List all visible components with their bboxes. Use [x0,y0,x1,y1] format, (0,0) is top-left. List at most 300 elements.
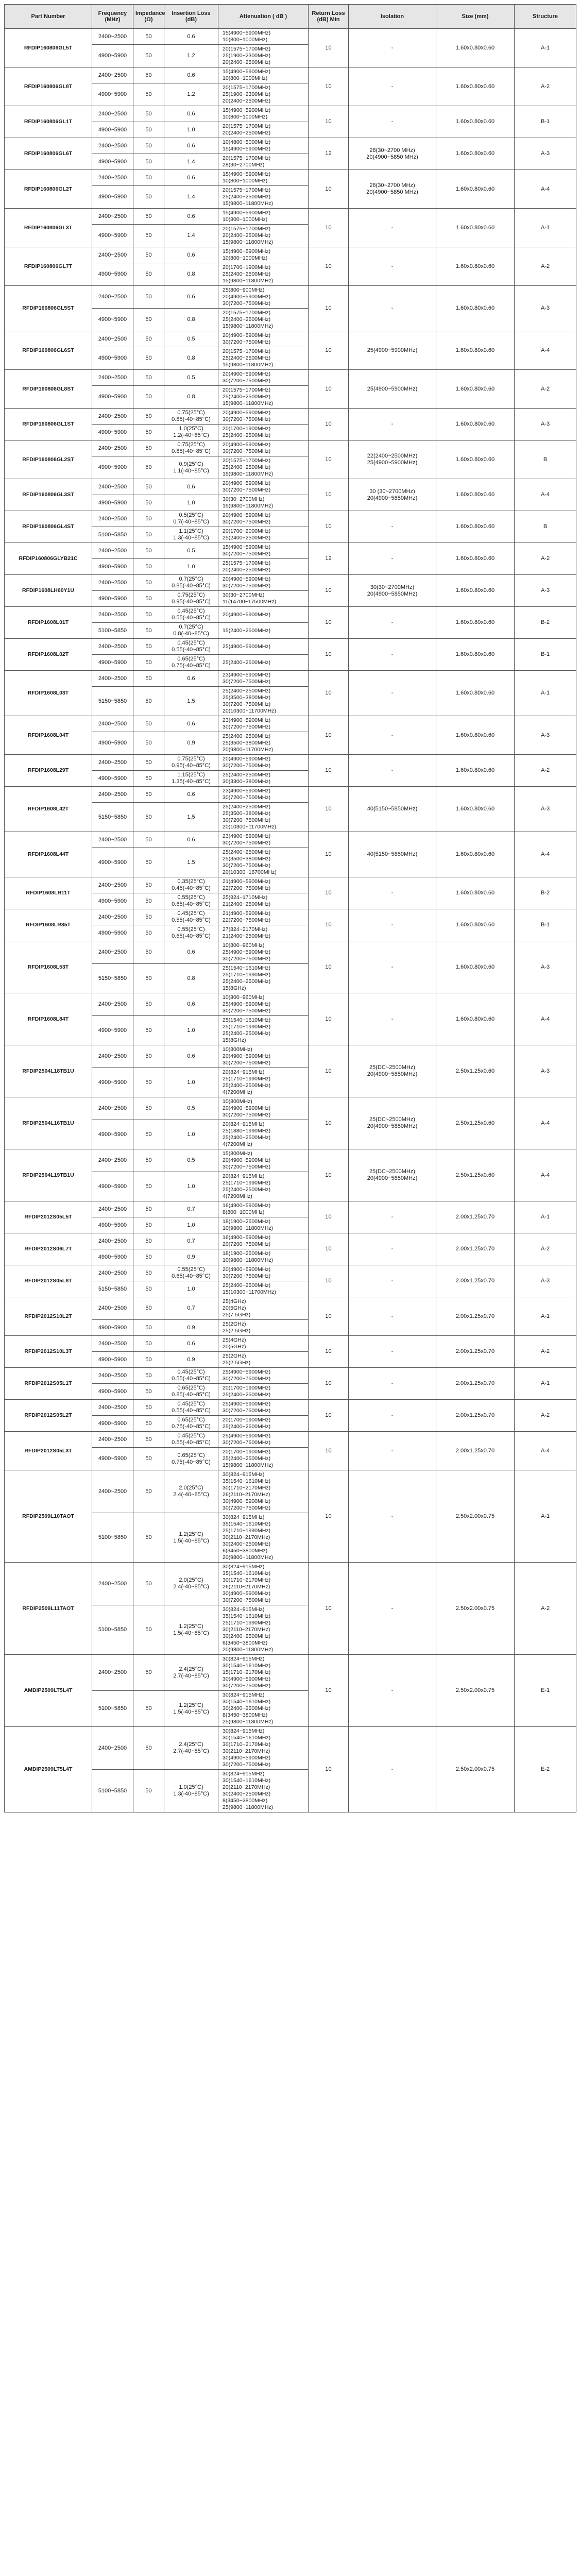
insertion-loss-cell: 0.75(25°C) 0.85(-40~85°C) [164,440,218,456]
part-number-cell: RFDIP160806GL6T [5,138,92,170]
frequency-cell: 2400~2500 [92,29,133,45]
table-row [5,1336,576,1352]
isolation-cell: - [349,941,436,993]
isolation-cell: 40(5150~5850MHz) [349,787,436,832]
insertion-loss-cell: 0.7 [164,1233,218,1249]
header-part-number: Part Number [5,5,92,29]
structure-cell: B-1 [515,639,576,671]
return-loss-cell: 10 [309,1368,349,1400]
structure-cell: A-3 [515,575,576,607]
insertion-loss-cell: 1.2(25°C) 1.5(-40~85°C) [164,1691,218,1727]
frequency-cell: 5100~5850 [92,527,133,543]
structure-cell: B-2 [515,877,576,909]
insertion-loss-cell: 0.75(25°C) 0.85(-40~85°C) [164,409,218,425]
size-cell: 2.50x1.25x0.60 [436,1045,515,1097]
frequency-cell: 2400~2500 [92,511,133,527]
table-row [5,755,576,771]
impedance-cell: 50 [133,771,164,787]
structure-cell: A-3 [515,941,576,993]
structure-cell: A-4 [515,1149,576,1201]
attenuation-cell: 20(4900~5900MHz) 30(7200~7500MHz) [218,479,309,495]
table-row [5,1655,576,1691]
attenuation-cell: 25(2400~2500MHz) 25(3500~3800MHz) 30(7200~7500MHz) 20(10300~11700MHz) [218,803,309,832]
impedance-cell: 50 [133,755,164,771]
impedance-cell: 50 [133,732,164,755]
attenuation-cell: 23(4900~5900MHz) 30(7200~7500MHz) [218,716,309,732]
header-return-loss: Return Loss (dB) Min [309,5,349,29]
size-cell: 1.60x0.80x0.60 [436,787,515,832]
impedance-cell: 50 [133,1320,164,1336]
attenuation-cell: 20(824~915MHz) 25(1710~1990MHz) 25(2400~2500MHz) 4(7200MHz) [218,1068,309,1097]
impedance-cell: 50 [133,1513,164,1563]
table-row [5,1045,576,1068]
size-cell: 2.00x1.25x0.70 [436,1336,515,1368]
part-number-cell: RFDIP1608L01T [5,607,92,639]
insertion-loss-cell: 0.75(25°C) 0.95(-40~85°C) [164,755,218,771]
structure-cell: A-2 [515,247,576,286]
part-number-cell: RFDIP2509L10TAOT [5,1470,92,1563]
frequency-cell: 5100~5850 [92,1513,133,1563]
table-row [5,67,576,83]
frequency-cell: 5150~5850 [92,687,133,716]
table-row [5,832,576,848]
isolation-cell: - [349,639,436,671]
size-cell: 2.00x1.25x0.70 [436,1265,515,1297]
return-loss-cell: 10 [309,787,349,832]
return-loss-cell: 10 [309,671,349,716]
part-number-cell: RFDIP2509L11TAOT [5,1563,92,1655]
table-row [5,1432,576,1448]
insertion-loss-cell: 0.6 [164,209,218,225]
insertion-loss-cell: 1.4 [164,225,218,247]
attenuation-cell: 23(4900~5900MHz) 30(7200~7500MHz) [218,787,309,803]
attenuation-cell: 15(4900~5900MHz) 10(800~1000MHz) [218,209,309,225]
impedance-cell: 50 [133,964,164,993]
size-cell: 1.60x0.80x0.60 [436,209,515,247]
impedance-cell: 50 [133,1691,164,1727]
impedance-cell: 50 [133,1416,164,1432]
attenuation-cell: 20(1575~1700MHz) 25(2400~2500MHz) 15(9800~11800MHz) [218,309,309,331]
frequency-cell: 2400~2500 [92,1563,133,1605]
frequency-cell: 4900~5900 [92,495,133,511]
insertion-loss-cell: 0.75(25°C) 0.95(-40~85°C) [164,591,218,607]
impedance-cell: 50 [133,456,164,479]
structure-cell: A-3 [515,787,576,832]
impedance-cell: 50 [133,331,164,347]
insertion-loss-cell: 1.5 [164,687,218,716]
impedance-cell: 50 [133,1120,164,1149]
table-row [5,543,576,559]
insertion-loss-cell: 1.0 [164,1016,218,1045]
frequency-cell: 4900~5900 [92,309,133,331]
size-cell: 1.60x0.80x0.60 [436,755,515,787]
frequency-cell: 2400~2500 [92,1149,133,1172]
attenuation-cell: 10(800~960MHz) 25(4900~5900MHz) 30(7200~7500MHz) [218,941,309,964]
structure-cell: A-3 [515,286,576,331]
insertion-loss-cell: 0.9 [164,1352,218,1368]
structure-cell: A-1 [515,671,576,716]
table-row [5,1201,576,1217]
return-loss-cell: 12 [309,543,349,575]
structure-cell: A-3 [515,409,576,440]
return-loss-cell: 10 [309,511,349,543]
part-number-cell: RFDIP2012S05L1T [5,1368,92,1400]
frequency-cell: 4900~5900 [92,347,133,370]
frequency-cell: 4900~5900 [92,1120,133,1149]
size-cell: 2.50x2.00x0.75 [436,1655,515,1727]
isolation-cell: - [349,877,436,909]
frequency-cell: 4900~5900 [92,1172,133,1201]
structure-cell: A-2 [515,755,576,787]
insertion-loss-cell: 0.6 [164,479,218,495]
insertion-loss-cell: 1.4 [164,186,218,209]
insertion-loss-cell: 0.6 [164,29,218,45]
frequency-cell: 4900~5900 [92,1068,133,1097]
size-cell: 1.60x0.80x0.60 [436,832,515,877]
part-number-cell: RFDIP2012S10L3T [5,1336,92,1368]
return-loss-cell: 10 [309,1265,349,1297]
isolation-cell: - [349,247,436,286]
attenuation-cell: 18(1900~2500MHz) 10(9800~11800MHz) [218,1217,309,1233]
impedance-cell: 50 [133,909,164,925]
structure-cell: A-1 [515,1470,576,1563]
frequency-cell: 4900~5900 [92,655,133,671]
insertion-loss-cell: 0.6 [164,138,218,154]
frequency-cell: 2400~2500 [92,170,133,186]
impedance-cell: 50 [133,716,164,732]
frequency-cell: 2400~2500 [92,1655,133,1691]
isolation-cell: - [349,409,436,440]
part-number-cell: RFDIP2012S05L8T [5,1265,92,1297]
insertion-loss-cell: 0.45(25°C) 0.55(-40~85°C) [164,607,218,623]
size-cell: 1.60x0.80x0.60 [436,247,515,286]
part-number-cell: RFDIP160806GL8T [5,67,92,106]
size-cell: 2.00x1.25x0.70 [436,1368,515,1400]
return-loss-cell: 10 [309,29,349,67]
table-row [5,511,576,527]
attenuation-cell: 20(4900~5900MHz) 30(7200~7500MHz) [218,1265,309,1281]
frequency-cell: 2400~2500 [92,1400,133,1416]
frequency-cell: 2400~2500 [92,832,133,848]
insertion-loss-cell: 0.55(25°C) 0.65(-40~85°C) [164,925,218,941]
attenuation-cell: 20(4900~5900MHz) 30(7200~7500MHz) [218,511,309,527]
frequency-cell: 2400~2500 [92,993,133,1016]
table-row [5,1470,576,1513]
structure-cell: A-3 [515,716,576,755]
isolation-cell: - [349,1563,436,1655]
part-number-cell: RFDIP1608L04T [5,716,92,755]
size-cell: 1.60x0.80x0.60 [436,639,515,671]
insertion-loss-cell: 0.7 [164,1201,218,1217]
frequency-cell: 2400~2500 [92,1368,133,1384]
part-number-cell: RFDIP2504L19TB1U [5,1149,92,1201]
frequency-cell: 2400~2500 [92,209,133,225]
isolation-cell: 28(30~2700 MHz) 20(4900~5850 MHz) [349,170,436,209]
impedance-cell: 50 [133,941,164,964]
attenuation-cell: 25(2400~2500MHz) 25(3500~3800MHz) 20(9800~11700MHz) [218,732,309,755]
structure-cell: A-4 [515,479,576,511]
insertion-loss-cell: 1.0 [164,559,218,575]
return-loss-cell: 10 [309,575,349,607]
attenuation-cell: 20(4900~5900MHz) 30(7200~7500MHz) [218,331,309,347]
insertion-loss-cell: 0.6 [164,170,218,186]
structure-cell: A-4 [515,1097,576,1149]
size-cell: 1.60x0.80x0.60 [436,106,515,138]
insertion-loss-cell: 1.0 [164,1068,218,1097]
frequency-cell: 4900~5900 [92,591,133,607]
part-number-cell: RFDIP1608L53T [5,941,92,993]
isolation-cell: 25(4900~5900MHz) [349,331,436,370]
attenuation-cell: 20(4900~5900MHz) [218,607,309,623]
impedance-cell: 50 [133,559,164,575]
insertion-loss-cell: 0.45(25°C) 0.55(-40~85°C) [164,639,218,655]
attenuation-cell: 10(800~960MHz) 25(4900~5900MHz) 30(7200~7500MHz) [218,993,309,1016]
impedance-cell: 50 [133,1368,164,1384]
table-row [5,671,576,687]
insertion-loss-cell: 0.6 [164,67,218,83]
structure-cell: B [515,440,576,479]
header-insertion-loss: Insertion Loss (dB) [164,5,218,29]
insertion-loss-cell: 1.5 [164,848,218,877]
attenuation-cell: 30(824~915MHz) 30(1540~1610MHz) 15(1710~2170MHz) 30(4900~5900MHz) 30(7200~7500MHz) [218,1655,309,1691]
return-loss-cell: 10 [309,370,349,409]
impedance-cell: 50 [133,832,164,848]
insertion-loss-cell: 0.6 [164,787,218,803]
return-loss-cell: 10 [309,607,349,639]
insertion-loss-cell: 0.65(25°C) 0.75(-40~85°C) [164,1416,218,1432]
impedance-cell: 50 [133,154,164,170]
attenuation-cell: 20(1575~1700MHz) 25(1900~2300MHz) 20(2400~2500MHz) [218,45,309,67]
size-cell: 1.60x0.80x0.60 [436,370,515,409]
attenuation-cell: 15(4900~5900MHz) 10(800~1000MHz) [218,29,309,45]
impedance-cell: 50 [133,1233,164,1249]
structure-cell: A-4 [515,170,576,209]
part-number-cell: RFDIP160806GL6ST [5,331,92,370]
impedance-cell: 50 [133,787,164,803]
attenuation-cell: 20(4900~5900MHz) 30(7200~7500MHz) [218,409,309,425]
insertion-loss-cell: 0.65(25°C) 0.85(-40~85°C) [164,1384,218,1400]
frequency-cell: 4900~5900 [92,1384,133,1400]
attenuation-cell: 20(1700~1900MHz) 25(2400~2500MHz) 15(9800~11800MHz) [218,263,309,286]
attenuation-cell: 20(1700~1900MHz) 25(2400~2500MHz) [218,1416,309,1432]
insertion-loss-cell: 0.7(25°C) 0.8(-40~85°C) [164,623,218,639]
frequency-cell: 2400~2500 [92,909,133,925]
attenuation-cell: 25(1540~1610MHz) 25(1710~1990MHz) 25(2400~2500MHz) 15(8GHz) [218,1016,309,1045]
attenuation-cell: 23(4900~5900MHz) 30(7200~7500MHz) [218,832,309,848]
insertion-loss-cell: 1.0 [164,495,218,511]
structure-cell: E-2 [515,1727,576,1812]
attenuation-cell: 15(800MHz) 20(4900~5900MHz) 30(7200~7500MHz) [218,1149,309,1172]
frequency-cell: 2400~2500 [92,877,133,893]
attenuation-cell: 25(2400~2500MHz) 25(3500~3800MHz) 30(7200~7500MHz) 20(10300~11700MHz) [218,687,309,716]
impedance-cell: 50 [133,639,164,655]
attenuation-cell: 20(1575~1700MHz) 20(2400~2500MHz) [218,122,309,138]
frequency-cell: 4900~5900 [92,83,133,106]
impedance-cell: 50 [133,370,164,386]
impedance-cell: 50 [133,83,164,106]
insertion-loss-cell: 0.8 [164,263,218,286]
frequency-cell: 5100~5850 [92,1605,133,1655]
attenuation-cell: 30(30~2700MHz) 15(9800~11800MHz) [218,495,309,511]
frequency-cell: 2400~2500 [92,671,133,687]
impedance-cell: 50 [133,1068,164,1097]
size-cell: 1.60x0.80x0.60 [436,716,515,755]
impedance-cell: 50 [133,1352,164,1368]
return-loss-cell: 10 [309,247,349,286]
insertion-loss-cell: 1.1(25°C) 1.3(-40~85°C) [164,527,218,543]
frequency-cell: 4900~5900 [92,122,133,138]
table-row [5,29,576,45]
table-row [5,575,576,591]
impedance-cell: 50 [133,409,164,425]
frequency-cell: 5150~5850 [92,964,133,993]
frequency-cell: 4900~5900 [92,386,133,409]
impedance-cell: 50 [133,848,164,877]
part-number-cell: RFDIP160806GL1T [5,106,92,138]
insertion-loss-cell: 0.45(25°C) 0.55(-40~85°C) [164,1400,218,1416]
size-cell: 1.60x0.80x0.60 [436,877,515,909]
attenuation-cell: 25(2400~2500MHz) 25(3500~3800MHz) 30(7200~7500MHz) 20(10300~16700MHz) [218,848,309,877]
isolation-cell: - [349,209,436,247]
insertion-loss-cell: 1.0 [164,1172,218,1201]
impedance-cell: 50 [133,122,164,138]
frequency-cell: 4900~5900 [92,1416,133,1432]
impedance-cell: 50 [133,440,164,456]
impedance-cell: 50 [133,1016,164,1045]
isolation-cell: - [349,716,436,755]
frequency-cell: 2400~2500 [92,1233,133,1249]
attenuation-cell: 15(2400~2500MHz) [218,623,309,639]
structure-cell: A-2 [515,1233,576,1265]
size-cell: 1.60x0.80x0.60 [436,479,515,511]
impedance-cell: 50 [133,1400,164,1416]
frequency-cell: 2400~2500 [92,1097,133,1120]
frequency-cell: 2400~2500 [92,1336,133,1352]
size-cell: 2.50x1.25x0.60 [436,1149,515,1201]
insertion-loss-cell: 2.0(25°C) 2.4(-40~85°C) [164,1470,218,1513]
attenuation-cell: 30(30~2700MHz) 11(14700~17500MHz) [218,591,309,607]
header-structure: Structure [515,5,576,29]
insertion-loss-cell: 0.6 [164,716,218,732]
table-row [5,1368,576,1384]
insertion-loss-cell: 0.6 [164,832,218,848]
table-row [5,1297,576,1320]
insertion-loss-cell: 0.9 [164,1320,218,1336]
size-cell: 1.60x0.80x0.60 [436,331,515,370]
structure-cell: A-4 [515,993,576,1045]
attenuation-cell: 23(4900~5900MHz) 30(7200~7500MHz) [218,671,309,687]
insertion-loss-cell: 0.8 [164,309,218,331]
structure-cell: A-1 [515,1297,576,1336]
isolation-cell: 25(DC~2500MHz) 20(4900~5850MHz) [349,1097,436,1149]
impedance-cell: 50 [133,1097,164,1120]
impedance-cell: 50 [133,347,164,370]
attenuation-cell: 20(1700~1900MHz) 25(2400~2500MHz) [218,1384,309,1400]
insertion-loss-cell: 1.0 [164,1281,218,1297]
frequency-cell: 4900~5900 [92,154,133,170]
attenuation-cell: 27(824~2170MHz) 21(2400~2500MHz) [218,925,309,941]
impedance-cell: 50 [133,1045,164,1068]
part-number-cell: RFDIP2012S06L7T [5,1233,92,1265]
structure-cell: E-1 [515,1655,576,1727]
structure-cell: A-2 [515,67,576,106]
table-row [5,440,576,456]
part-number-cell: RFDIP160806GL2ST [5,440,92,479]
frequency-cell: 2400~2500 [92,1265,133,1281]
attenuation-cell: 15(4900~5900MHz) 10(800~1000MHz) [218,170,309,186]
isolation-cell: - [349,286,436,331]
attenuation-cell: 20(1575~1700MHz) 25(2400~2500MHz) 15(9800~11800MHz) [218,386,309,409]
frequency-cell: 2400~2500 [92,716,133,732]
return-loss-cell: 10 [309,209,349,247]
attenuation-cell: 10(800MHz) 20(4900~5900MHz) 30(7200~7500MHz) [218,1097,309,1120]
insertion-loss-cell: 1.2(25°C) 1.5(-40~85°C) [164,1513,218,1563]
frequency-cell: 2400~2500 [92,1727,133,1770]
insertion-loss-cell: 0.7(25°C) 0.85(-40~85°C) [164,575,218,591]
impedance-cell: 50 [133,45,164,67]
isolation-cell: 22(2400~2500MHz) 25(4900~5900MHz) [349,440,436,479]
isolation-cell: - [349,1727,436,1812]
impedance-cell: 50 [133,138,164,154]
insertion-loss-cell: 0.6 [164,106,218,122]
return-loss-cell: 10 [309,1400,349,1432]
table-row [5,716,576,732]
return-loss-cell: 10 [309,1563,349,1655]
impedance-cell: 50 [133,263,164,286]
return-loss-cell: 10 [309,440,349,479]
attenuation-cell: 10(800MHz) 20(4900~5900MHz) 30(7200~7500MHz) [218,1045,309,1068]
size-cell: 1.60x0.80x0.60 [436,170,515,209]
insertion-loss-cell: 2.0(25°C) 2.4(-40~85°C) [164,1563,218,1605]
attenuation-cell: 16(4900~5900MHz) 20(7200~7500MHz) [218,1233,309,1249]
insertion-loss-cell: 0.45(25°C) 0.55(-40~85°C) [164,1368,218,1384]
part-number-cell: RFDIP160806GL3ST [5,479,92,511]
impedance-cell: 50 [133,1448,164,1470]
size-cell: 1.60x0.80x0.60 [436,511,515,543]
impedance-cell: 50 [133,1563,164,1605]
return-loss-cell: 10 [309,1297,349,1336]
insertion-loss-cell: 0.45(25°C) 0.55(-40~85°C) [164,909,218,925]
insertion-loss-cell: 0.7 [164,1297,218,1320]
part-number-cell: AMDIP2509LT5L4T [5,1655,92,1727]
attenuation-cell: 18(1900~2500MHz) 10(9800~11800MHz) [218,1249,309,1265]
structure-cell: B-1 [515,909,576,941]
insertion-loss-cell: 0.5 [164,331,218,347]
frequency-cell: 4900~5900 [92,225,133,247]
part-number-cell: RFDIP1608L02T [5,639,92,671]
frequency-cell: 2400~2500 [92,286,133,309]
isolation-cell: - [349,543,436,575]
impedance-cell: 50 [133,1770,164,1812]
attenuation-cell: 15(4900~5900MHz) 10(800~1000MHz) [218,106,309,122]
isolation-cell: - [349,67,436,106]
structure-cell: A-3 [515,138,576,170]
attenuation-cell: 25(2400~2500MHz) 15(10300~11700MHz) [218,1281,309,1297]
isolation-cell: 30 (30~2700MHz) 20(4900~5850MHz) [349,479,436,511]
attenuation-cell: 21(4900~5900MHz) 22(7200~7500MHz) [218,877,309,893]
isolation-cell: - [349,106,436,138]
table-header [5,5,576,29]
part-number-cell: RFDIP1608L84T [5,993,92,1045]
impedance-cell: 50 [133,479,164,495]
table-row [5,479,576,495]
structure-cell: A-4 [515,1432,576,1470]
header-isolation: Isolation [349,5,436,29]
header-impedance: Impedance (Ω) [133,5,164,29]
frequency-cell: 2400~2500 [92,575,133,591]
frequency-cell: 2400~2500 [92,479,133,495]
table-row [5,370,576,386]
